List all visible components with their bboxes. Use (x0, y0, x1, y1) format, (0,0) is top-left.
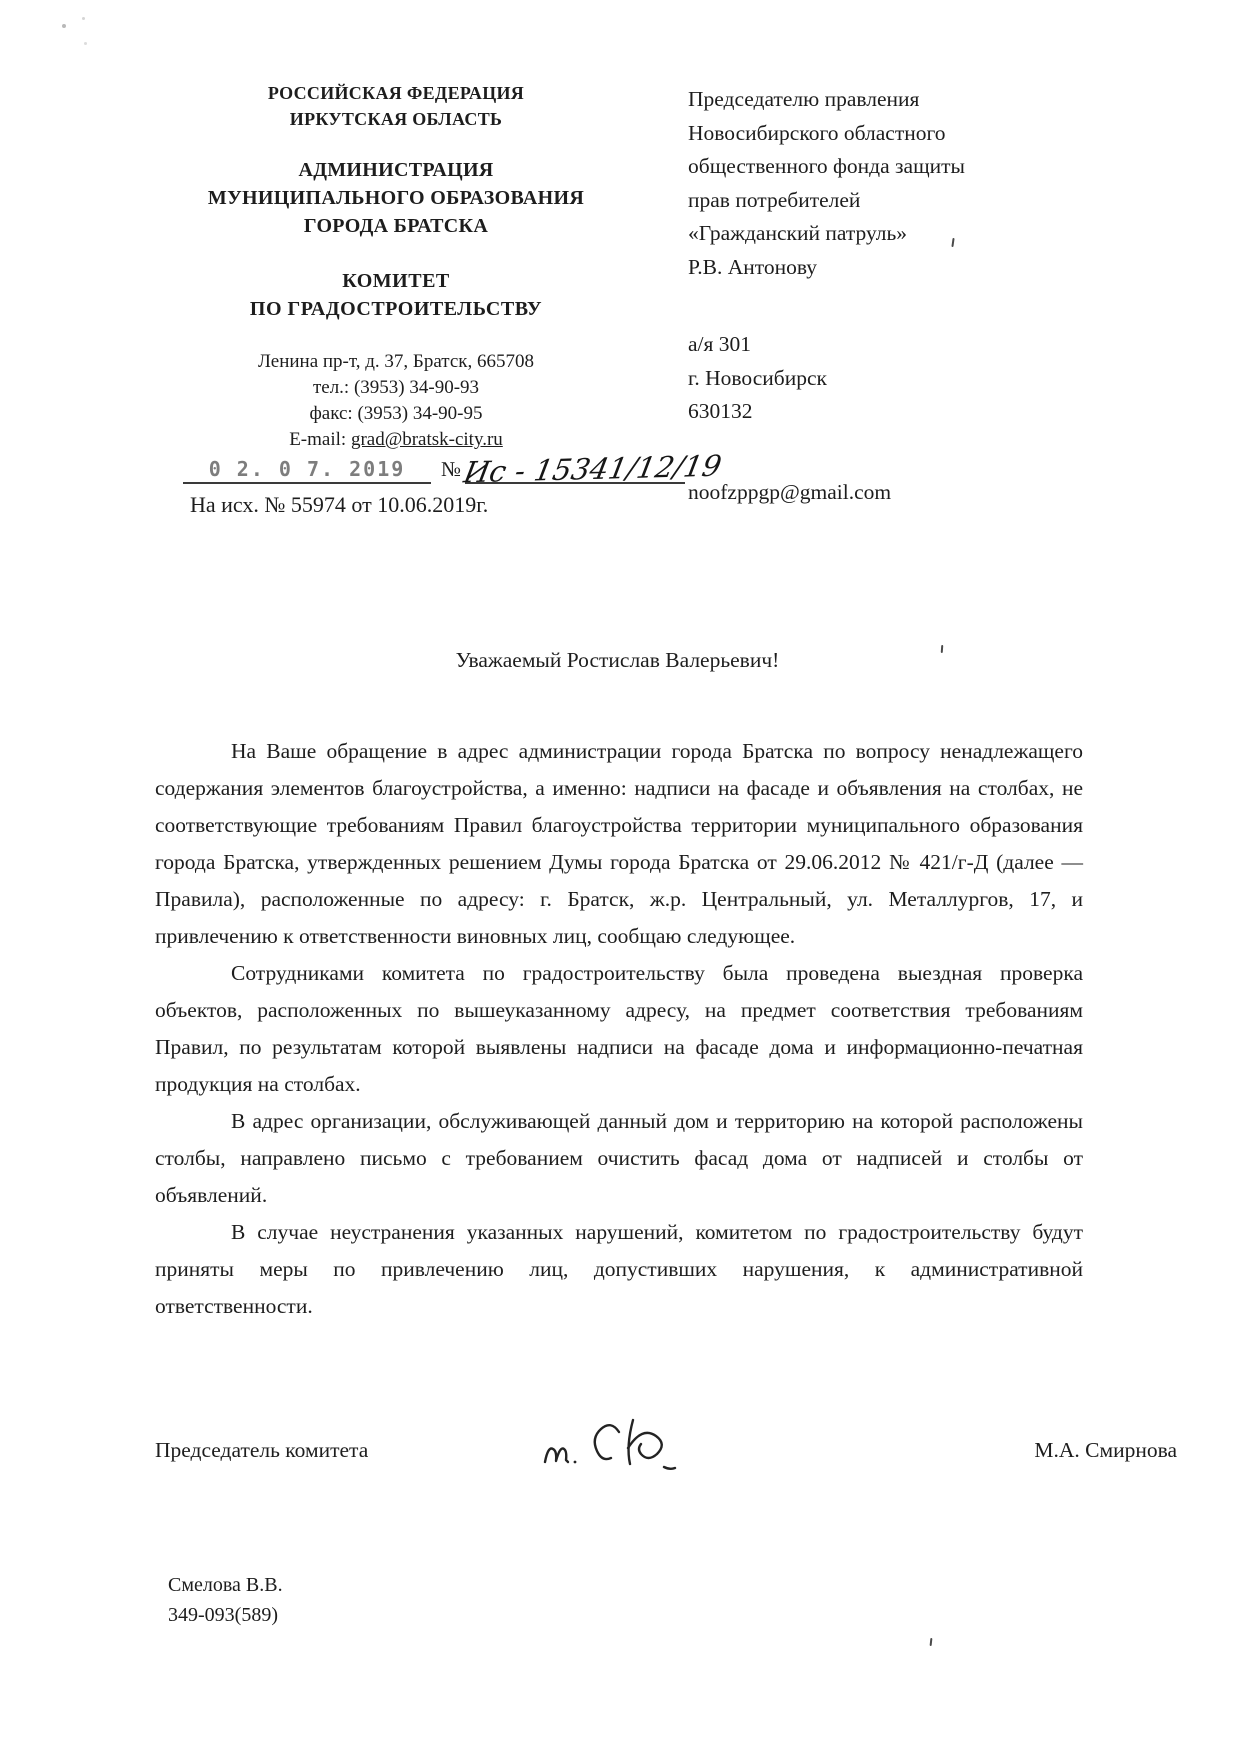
executor-block (168, 1570, 283, 1630)
executor-name: Смелова В.В. (168, 1574, 283, 1596)
body-paragraph: В адрес организации, обслуживающей данный дом и территорию на которой расположены столбы, направлено письмо с требованием очистить фасад дома от надписей и столбы от объявлений. (155, 1109, 1083, 1207)
letterhead-phone: тел.: (3953) 34-90-93 (312, 377, 480, 398)
date-underline (183, 457, 431, 484)
letterhead-country: РОССИЙСКАЯ ФЕДЕРАЦИЯ (267, 83, 525, 103)
signer-name: М.А. Смирнова (1034, 1438, 1177, 1462)
body-paragraph: На Ваше обращение в адрес администрации города Братска по вопросу ненадлежащего содержания элементов благоустройства, а именно: надписи на фасаде и объявления на столбах, не соответствующие требованиям Правил благоустройства территории муниципального образования города Братска, утвержденных решением Думы города Братска от 29.06.2012 № 421/г-Д (далее — Правила), расположенные по адресу: г. Братск, ж.р. Центральный, ул. Металлургов, 17, и привлечению к ответственности виновных лиц, сообщаю следующее. (155, 739, 1083, 948)
recipient-line: «Гражданский патруль» (688, 221, 908, 245)
recipient-line: общественного фонда защиты (688, 154, 965, 178)
signature-row (155, 1412, 1177, 1489)
recipient-line: прав потребителей (688, 187, 861, 212)
scan-speck (84, 42, 87, 45)
letterhead-dept-line: КОМИТЕТ (342, 270, 450, 292)
letterhead-region: ИРКУТСКАЯ ОБЛАСТЬ (289, 109, 503, 129)
signature-icon (531, 1412, 701, 1484)
body-paragraph: В случае неустранения указанных нарушений, комитетом по градостроительству будут приняты меры по привлечению лиц, допустивших нарушения, к административной ответственности. (155, 1220, 1083, 1318)
scan-speck (62, 24, 66, 28)
recipient-block (688, 83, 1088, 509)
reply-to-line: На исх. № 55974 от 10.06.2019г. (190, 492, 489, 517)
number-underline (461, 446, 725, 490)
letterhead-email: grad@bratsk-city.ru (350, 429, 503, 450)
letterhead-dept-line: ПО ГРАДОСТРОИТЕЛЬСТВУ (249, 298, 543, 320)
letterhead (150, 80, 642, 453)
date-stamp: 0 2. 0 7. 2019 (208, 457, 406, 481)
email-label: E-mail: (289, 429, 351, 450)
scan-speck (82, 17, 85, 20)
salutation: Уважаемый Ростислав Валерьевич! (455, 648, 780, 672)
scan-tick-mark (930, 1638, 933, 1646)
executor-phone: 349-093(589) (168, 1604, 278, 1626)
letterhead-org-line: МУНИЦИПАЛЬНОГО ОБРАЗОВАНИЯ (207, 187, 585, 209)
body-paragraph: Сотрудниками комитета по градостроительству была проведена выездная проверка объектов, расположенных по вышеуказанному адресу, на предмет соответствия требованиям Правил, по результатам которой выявлены надписи на фасаде дома и информационно-печатная продукция на столбах. (155, 961, 1083, 1096)
letter-body (155, 733, 1083, 1325)
handwritten-signature (531, 1412, 701, 1489)
number-sign: № (441, 457, 462, 481)
recipient-po-box: а/я 301 (688, 332, 752, 356)
recipient-zip: 630132 (688, 399, 753, 423)
recipient-city: г. Новосибирск (688, 365, 827, 390)
letterhead-postal-address: Ленина пр-т, д. 37, Братск, 665708 (258, 351, 534, 372)
reference-row (183, 448, 725, 490)
letterhead-fax: факс: (3953) 34-90-95 (309, 403, 483, 424)
signer-title: Председатель комитета (155, 1438, 369, 1462)
recipient-line: Председателю правления (688, 87, 920, 111)
handwritten-outgoing-number: Ис - 15341/12/19 (461, 448, 725, 490)
recipient-email: noofzppgp@gmail.com (688, 479, 892, 504)
letterhead-org-line: АДМИНИСТРАЦИЯ (298, 159, 494, 181)
recipient-line: Р.В. Антонову (688, 254, 818, 279)
letterhead-org-line: ГОРОДА БРАТСКА (303, 215, 489, 237)
recipient-line: Новосибирского областного (688, 120, 946, 145)
